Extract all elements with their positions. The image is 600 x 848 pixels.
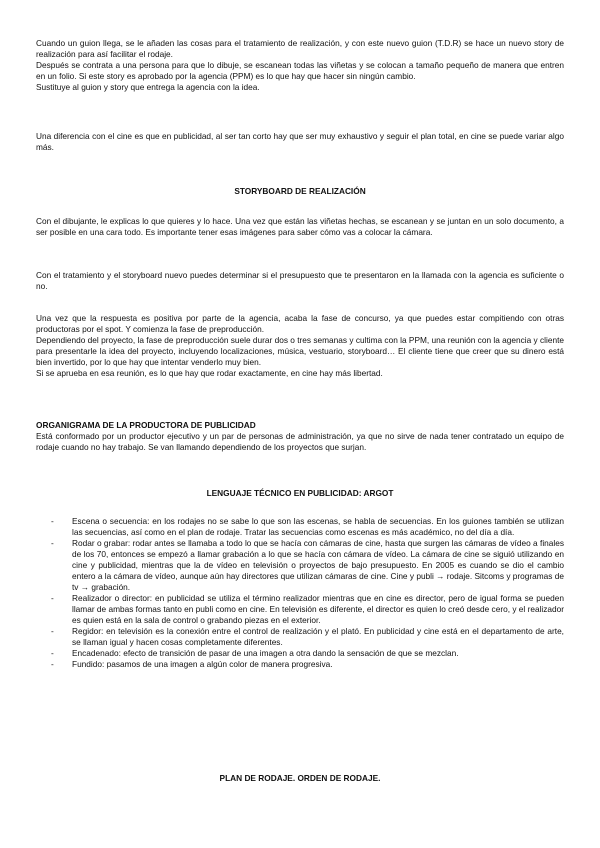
organigrama-section bbox=[36, 420, 564, 453]
argot-term-list bbox=[36, 516, 564, 670]
storyboard-paragraph-2: Con el tratamiento y el storyboard nuevo puedes determinar si el presupuesto que te presentaron en la llamada con la agencia es suficiente o no. bbox=[36, 270, 564, 291]
list-item bbox=[36, 659, 564, 670]
intro-paragraph-4: Una diferencia con el cine es que en publicidad, al ser tan corto hay que ser muy exhaustivo y seguir el plan total, en cine se puede variar algo más. bbox=[36, 131, 564, 152]
storyboard-block-2 bbox=[36, 270, 564, 292]
list-dash: - bbox=[51, 659, 54, 669]
plan-heading: PLAN DE RODAJE. ORDEN DE RODAJE. bbox=[219, 773, 381, 783]
intro-section bbox=[36, 38, 564, 93]
list-dash: - bbox=[51, 538, 54, 548]
term-encadenado: Encadenado: efecto de transición de pasar de una imagen a otra dando la sensación de que se mezclan. bbox=[72, 648, 459, 658]
storyboard-block-3 bbox=[36, 313, 564, 379]
term-realizador: Realizador o director: en publicidad se utiliza el término realizador mientras que en cine es director, pero de igual forma se pueden llamar de ambas formas tanto en publi como en cine. En televisión es diferente, el director es quien lo creó desde cero, y el realizador es quien está en la sala de control o grabando piezas en el exterior. bbox=[72, 593, 564, 625]
list-item bbox=[36, 538, 564, 593]
storyboard-paragraph-4: Dependiendo del proyecto, la fase de preproducción suele durar dos o tres semanas y cultima con la PPM, una reunión con la agencia y cliente para presentarle la idea del proyecto, incluyendo localizaciones, música, vestuario, storyboard… El cliente tiene que creer que su dinero está bien invertido, por lo que hay que intentar venderlo muy bien. bbox=[36, 335, 564, 367]
storyboard-block-1 bbox=[36, 216, 564, 238]
list-item bbox=[36, 516, 564, 538]
intro-paragraph-1: Cuando un guion llega, se le añaden las cosas para el tratamiento de realización, y con este nuevo guion (T.D.R) se hace un nuevo story de realización para así facilitar el rodaje. bbox=[36, 38, 564, 59]
organigrama-heading: ORGANIGRAMA DE LA PRODUCTORA DE PUBLICIDAD bbox=[36, 420, 256, 430]
argot-heading: LENGUAJE TÉCNICO EN PUBLICIDAD: ARGOT bbox=[206, 488, 394, 498]
term-rodar: Rodar o grabar: rodar antes se llamaba a todo lo que se hacía con cámaras de cine, hasta que surgen las cámaras de vídeo a finales de los 70, entonces se empezó a llamar grabación a lo que se hacía con cámara de vídeo. La cámara de cine se siguió utilizando en cine y publicidad, mientras que la de vídeo en televisión o proyectos de bajo presupuesto. En 2005 es cuando se dio el cambio entero a la cámara de vídeo, aunque aún hay directores que utilizan cámaras de cine. Cine y publi → rodaje. Sitcoms y programas de tv → grabación. bbox=[72, 538, 564, 592]
list-item bbox=[36, 648, 564, 659]
list-item bbox=[36, 593, 564, 626]
list-dash: - bbox=[51, 516, 54, 526]
organigrama-paragraph: Está conformado por un productor ejecutivo y un par de personas de administración, ya que no sirve de nada tener contratado un equipo de rodaje cuando no hay trabajo. Se van llamando dependiendo de los proyectos que surjan. bbox=[36, 431, 564, 452]
list-dash: - bbox=[51, 593, 54, 603]
storyboard-heading: STORYBOARD DE REALIZACIÓN bbox=[234, 186, 366, 196]
term-regidor: Regidor: en televisión es la conexión entre el control de realización y el plató. En publicidad y cine está en el departamento de arte, se llaman igual y hacen cosas completamente diferentes. bbox=[72, 626, 564, 647]
intro-comparison bbox=[36, 131, 564, 153]
storyboard-paragraph-5: Si se aprueba en esa reunión, es lo que hay que rodar exactamente, en cine hay más libertad. bbox=[36, 368, 383, 378]
term-fundido: Fundido: pasamos de una imagen a algún color de manera progresiva. bbox=[72, 659, 333, 669]
storyboard-paragraph-3: Una vez que la respuesta es positiva por parte de la agencia, acaba la fase de concurso, ya que puedes estar compitiendo con otras productoras por el spot. Y comienza la fase de preproducción. bbox=[36, 313, 564, 334]
list-item bbox=[36, 626, 564, 648]
intro-paragraph-3: Sustituye al guion y story que entrega la agencia con la idea. bbox=[36, 82, 260, 92]
list-dash: - bbox=[51, 648, 54, 658]
storyboard-paragraph-1: Con el dibujante, le explicas lo que quieres y lo hace. Una vez que están las viñetas hechas, se escanean y se juntan en un solo documento, a ser posible en una cara todo. Es importante tener esas imágenes para saber cómo vas a colocar la cámara. bbox=[36, 216, 564, 237]
term-escena: Escena o secuencia: en los rodajes no se sabe lo que son las escenas, se habla de secuencias. En los guiones también se utilizan las secuencias, así como en el plan de rodaje. Tratar las secuencias como escenas es más académico, no del día a día. bbox=[72, 516, 564, 537]
list-dash: - bbox=[51, 626, 54, 636]
intro-paragraph-2: Después se contrata a una persona para que lo dibuje, se escanean todas las viñetas y se colocan a tamaño pequeño de manera que entren en un folio. Si este story es aprobado por la agencia (PPM) es lo que hay que hacer sin ningún cambio. bbox=[36, 60, 564, 81]
